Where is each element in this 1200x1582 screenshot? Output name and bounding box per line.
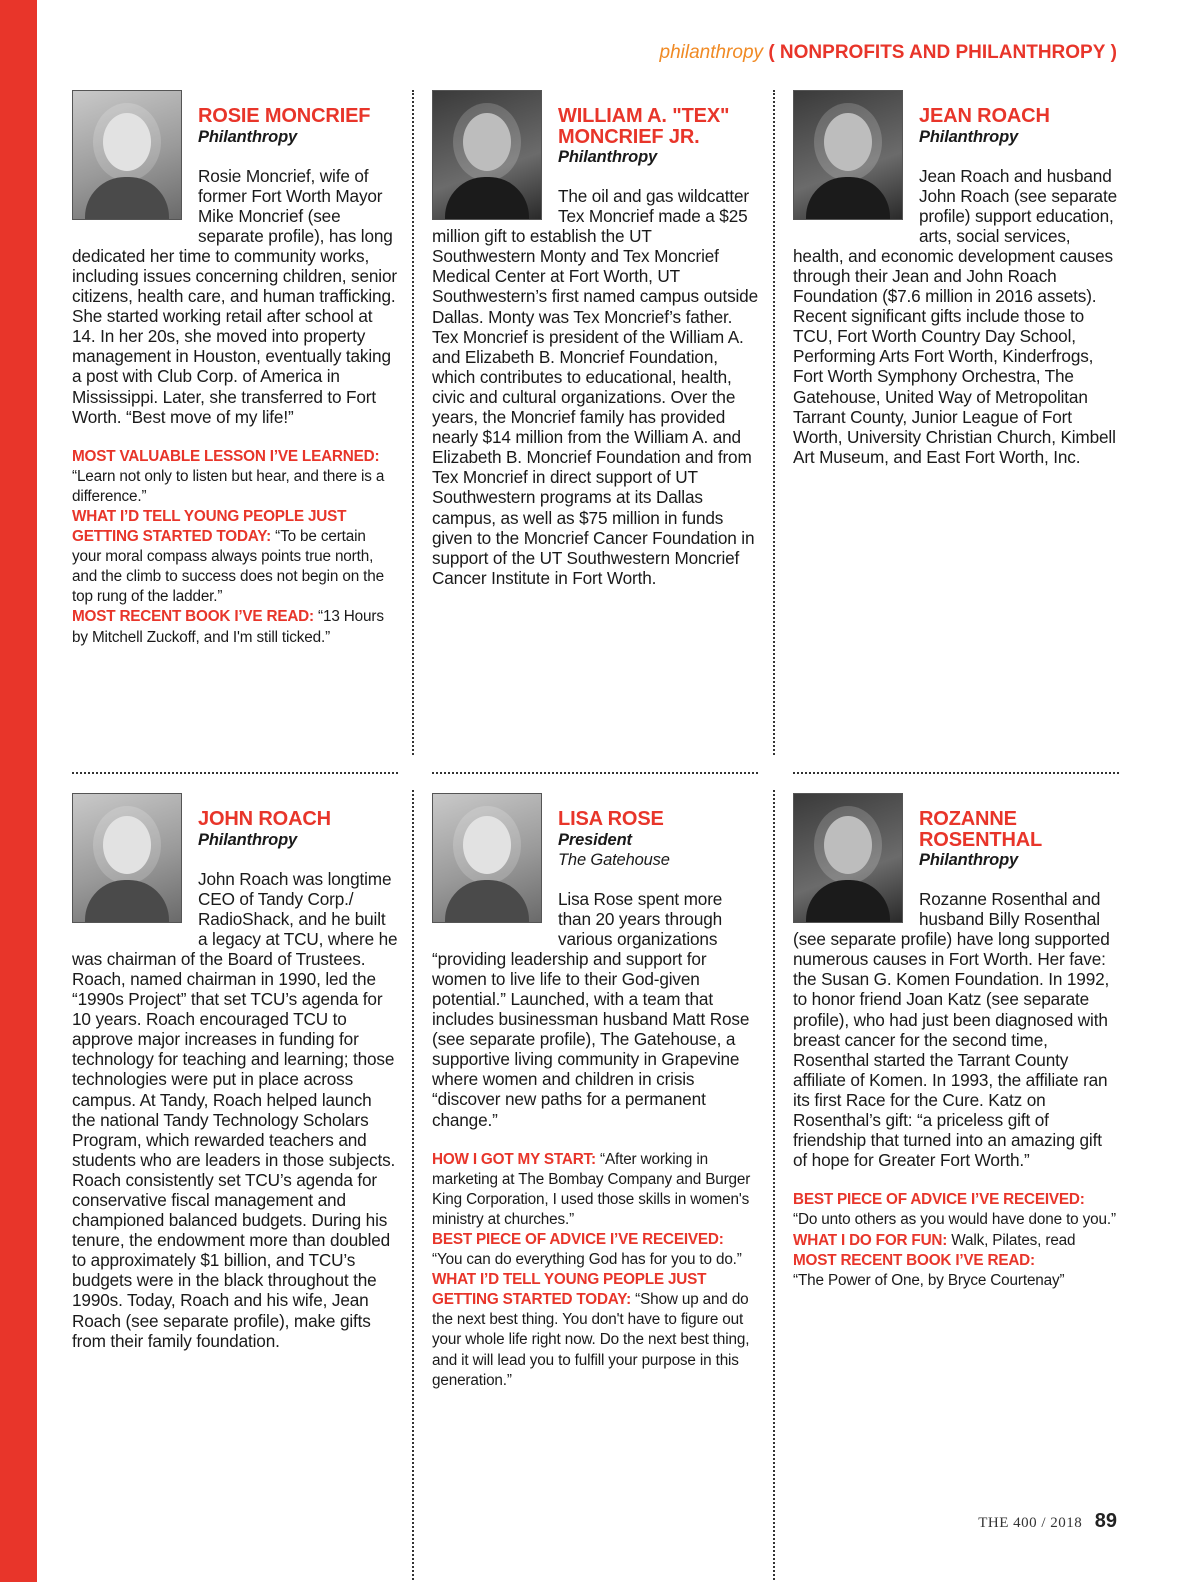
row-divider bbox=[793, 772, 1119, 774]
profile-name: JOHN ROACH bbox=[198, 808, 331, 830]
profile-bio: Jean Roach and husband John Roach (see separate profile) support education, arts, social services, health, and economic development causes through their Jean and John Roach Foundation ($7.6 million in 2016 assets). Recent significant gifts include those to TCU, Fort Worth Country Day School, Performing Arts Fort Worth, Kinderfrogs, Fort Worth Symphony Orchestra, The Gatehouse, United Way of Metropolitan Tarrant County, Junior League of Fort Worth, University Christian Church, Kimbell Art Museum, and East Fort Worth, Inc. bbox=[793, 165, 1118, 467]
page-edge-bar bbox=[0, 0, 37, 1582]
qa-answer: “You can do everything God has for you to do.” bbox=[432, 1251, 742, 1269]
qa-question: BEST PIECE OF ADVICE I’VE RECEIVED: bbox=[793, 1191, 1085, 1209]
qa-answer: “13 Hours by Mitchell Zuckoff, and I'm still ticked.” bbox=[72, 608, 384, 646]
qa-question: MOST RECENT BOOK I’VE READ: bbox=[793, 1251, 1035, 1269]
page-footer bbox=[978, 1510, 1117, 1533]
profile-jean-roach bbox=[793, 90, 1119, 467]
qa-question: WHAT I DO FOR FUN: bbox=[793, 1231, 948, 1249]
portrait-photo bbox=[793, 793, 903, 923]
qa-item bbox=[793, 1190, 1119, 1230]
profile-name: LISA ROSE bbox=[558, 808, 664, 830]
portrait-photo bbox=[72, 90, 182, 220]
qa-question: HOW I GOT MY START: bbox=[432, 1150, 596, 1168]
profile-name: JEAN ROACH bbox=[919, 105, 1050, 127]
profile-qa bbox=[72, 447, 398, 648]
profile-role: Philanthropy bbox=[919, 851, 1019, 869]
qa-answer: “Do unto others as you would have done to you.” bbox=[793, 1211, 1116, 1229]
qa-answer: “Learn not only to listen but hear, and there is a difference.” bbox=[72, 467, 385, 505]
category-label: NONPROFITS AND PHILANTHROPY bbox=[779, 42, 1106, 63]
magazine-issue: THE 400 / 2018 bbox=[978, 1515, 1083, 1531]
profile-role: President bbox=[558, 830, 632, 849]
profile-bio: John Roach was longtime CEO of Tandy Corp./ RadioShack, and he built a legacy at TCU, where he was chairman of the Board of Trustees. Roach, named chairman in 1990, led the “1990s Project” that set TCU’s agenda for 10 years. Roach encouraged TCU to approve major increases in funding for technology for teaching and learning; those technologies were put in place across campus. At Tandy, Roach helped launch the national Tandy Technology Scholars Program, which rewarded teachers and students who are leaders in those subjects. Roach consistently set TCU’s agenda for conservative fiscal management and championed balanced budgets. During his tenure, the endowment more than doubled to approximately $1 billion, and TCU’s budgets were in the black throughout the 1990s. Today, Roach and his wife, Jean Roach (see separate profile), make gifts from their family foundation. bbox=[72, 868, 398, 1351]
column-divider bbox=[412, 90, 414, 755]
qa-question: BEST PIECE OF ADVICE I’VE RECEIVED: bbox=[432, 1231, 724, 1248]
qa-question: WHAT I’D TELL YOUNG PEOPLE JUST GETTING STARTED TODAY: bbox=[432, 1271, 707, 1309]
portrait-photo bbox=[432, 90, 542, 220]
profile-name: WILLIAM A. "TEX" MONCRIEF JR. bbox=[558, 105, 730, 148]
column-divider bbox=[773, 90, 775, 755]
qa-answer: “To be certain your moral compass always points true north, and the climb to success does not begin on the top rung of the ladder.” bbox=[72, 528, 384, 606]
profile-bio: Rosie Moncrief, wife of former Fort Worth Mayor Mike Moncrief (see separate profile), has long dedicated her time to community works, including issues concerning children, senior citizens, health care, and human trafficking. She started working retail after school at 14. In her 20s, she moved into property management in Houston, eventually taking a post with Club Corp. of America in Mississippi. Later, she transferred to Fort Worth. “Best move of my life!” bbox=[72, 165, 397, 427]
qa-item bbox=[432, 1270, 758, 1391]
profile-qa bbox=[793, 1190, 1119, 1290]
qa-item bbox=[793, 1251, 1119, 1291]
profile-bio: Rozanne Rosenthal and husband Billy Rosenthal (see separate profile) have long supported numerous causes in Fort Worth. Her fave: the Susan G. Komen Foundation. In 1992, to honor friend Joan Katz (see separate profile), who had just been diagnosed with breast cancer for the second time, Rosenthal started the Tarrant County affiliate of Komen. In 1993, the affiliate ran its first Race for the Cure. Katz on Rosenthal’s gift: “a priceless gift of friendship that turned into an amazing gift of hope for Greater Fort Worth.” bbox=[793, 889, 1110, 1171]
profile-rozanne-rosenthal bbox=[793, 793, 1119, 1291]
qa-item bbox=[72, 607, 398, 647]
profile-name: ROSIE MONCRIEF bbox=[198, 105, 371, 127]
profile-rosie-moncrief bbox=[72, 90, 398, 648]
qa-item bbox=[432, 1150, 758, 1230]
qa-item bbox=[432, 1230, 758, 1270]
profile-role: Philanthropy bbox=[919, 127, 1019, 146]
portrait-photo bbox=[432, 793, 542, 923]
qa-answer: “Show up and do the next best thing. You don't have to figure out your whole life right now. Do the next best thing, and it will lead you to fulfill your purpose in this generation.” bbox=[432, 1291, 750, 1389]
profile-john-roach bbox=[72, 793, 398, 1351]
qa-item bbox=[72, 507, 398, 607]
header-open-paren: ( bbox=[768, 42, 775, 63]
column-divider bbox=[773, 790, 775, 1580]
portrait-photo bbox=[793, 90, 903, 220]
qa-item bbox=[72, 447, 398, 507]
profile-role: Philanthropy bbox=[198, 830, 298, 849]
profile-organization: The Gatehouse bbox=[558, 850, 670, 869]
page-number: 89 bbox=[1094, 1510, 1117, 1532]
profile-name: ROZANNE ROSENTHAL bbox=[919, 808, 1043, 851]
qa-question: WHAT I’D TELL YOUNG PEOPLE JUST GETTING STARTED TODAY: bbox=[72, 508, 347, 546]
profile-tex-moncrief bbox=[432, 90, 758, 588]
profile-lisa-rose bbox=[432, 793, 758, 1391]
profile-role: Philanthropy bbox=[198, 127, 298, 146]
profile-role: Philanthropy bbox=[558, 148, 658, 166]
section-label: philanthropy bbox=[659, 42, 764, 63]
qa-item bbox=[793, 1231, 1119, 1251]
qa-question: MOST RECENT BOOK I’VE READ: bbox=[72, 608, 314, 626]
portrait-photo bbox=[72, 793, 182, 923]
column-divider bbox=[412, 790, 414, 1580]
qa-answer: “After working in marketing at The Bombay Company and Burger King Corporation, I used those skills in women's ministry at churches.” bbox=[432, 1150, 751, 1228]
header-close-paren: ) bbox=[1110, 42, 1117, 63]
qa-question: MOST VALUABLE LESSON I’VE LEARNED: bbox=[72, 447, 380, 465]
section-header bbox=[660, 42, 1118, 64]
row-divider bbox=[72, 772, 398, 774]
profile-bio: Lisa Rose spent more than 20 years through various organizations “providing leadership and support for women to live life to their God-given potential.” Launched, with a team that includes businessman husband Matt Rose (see separate profile), The Gatehouse, a supportive living community in Grapevine where women and children in crisis “discover new paths for a permanent change.” bbox=[432, 888, 750, 1130]
qa-answer: “The Power of One, by Bryce Courtenay” bbox=[793, 1271, 1065, 1289]
qa-answer: Walk, Pilates, read bbox=[951, 1231, 1076, 1249]
profile-bio: The oil and gas wildcatter Tex Moncrief made a $25 million gift to establish the UT Southwestern Monty and Tex Moncrief Medical Center at Fort Worth, UT Southwestern’s first named campus outside Dallas. Monty was Tex Moncrief’s father. Tex Moncrief is president of the William A. and Elizabeth B. Moncrief Foundation, which contributes to educational, health, civic and cultural organizations. Over the years, the Moncrief family has provided nearly $14 million from the William A. and Elizabeth B. Moncrief Foundation and from Tex Moncrief in direct support of UT Southwestern programs at its Dallas campus, as well as $75 million in funds given to the Moncrief Cancer Foundation in support of the UT Southwestern Moncrief Cancer Institute in Fort Worth. bbox=[432, 186, 758, 588]
row-divider bbox=[432, 772, 758, 774]
profile-qa bbox=[432, 1150, 758, 1391]
